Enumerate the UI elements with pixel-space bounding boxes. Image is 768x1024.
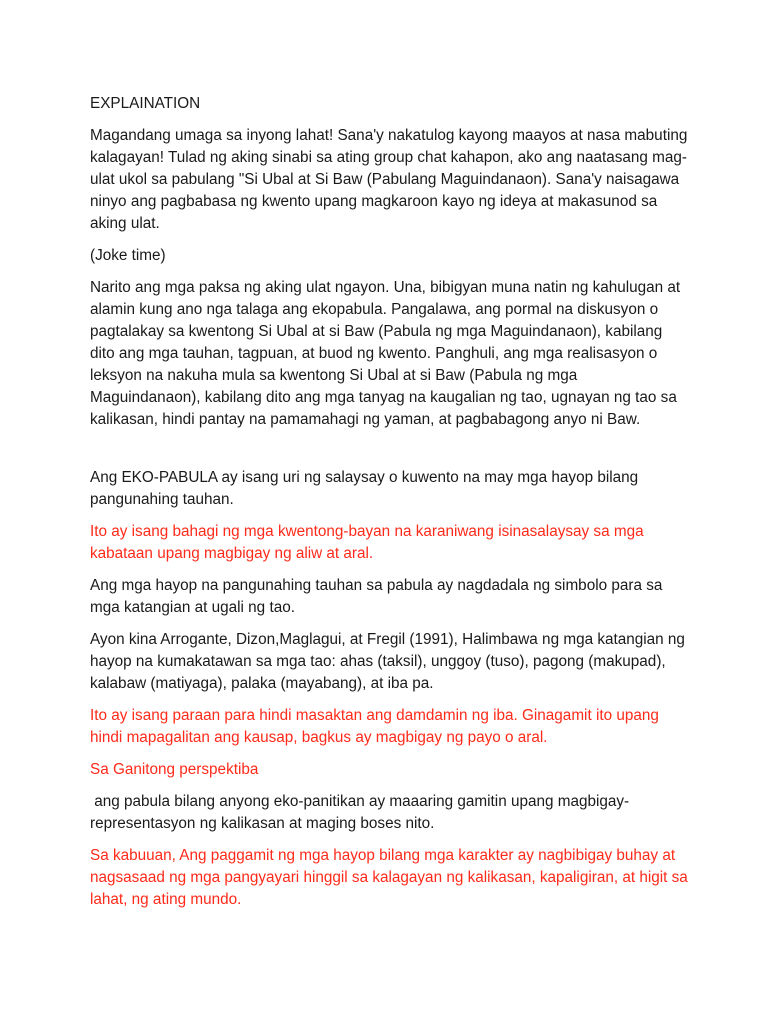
paragraph-perspektiba-heading: Sa Ganitong perspektiba (90, 761, 259, 778)
paragraph-joke-time: (Joke time) (90, 247, 166, 264)
paragraph-halimbawa: Ayon kina Arrogante, Dizon,Maglagui, at Fregil (1991), Halimbawa ng mga katangian ng hayop na kumakatawan sa mga tao: ahas (taksil), unggoy (tuso), pagong (makupad), kalabaw (matiyaga), palaka (mayabang), at iba pa. (90, 631, 685, 692)
paragraph-simbolo: Ang mga hayop na pangunahing tauhan sa pabula ay nagdadala ng simbolo para sa mga katangian at ugali ng tao. (90, 577, 663, 616)
paragraph-paraan: Ito ay isang paraan para hindi masaktan ang damdamin ng iba. Ginagamit ito upang hindi mapagalitan ang kausap, bagkus ay magbigay ng payo o aral. (90, 707, 659, 746)
document-page (90, 93, 690, 921)
paragraph-kwentong-bayan: Ito ay isang bahagi ng mga kwentong-bayan na karaniwang isinasalaysay sa mga kabataan upang magbigay ng aliw at aral. (90, 523, 644, 562)
paragraph-greeting: Magandang umaga sa inyong lahat! Sana'y nakatulog kayong maayos at nasa mabuting kalagayan! Tulad ng aking sinabi sa ating group chat kahapon, ako ang naatasang mag-ulat ukol sa pabulang "Si Ubal at Si Baw (Pabulang Maguindanaon). Sana'y naisagawa ninyo ang pagbabasa ng kwento upang magkaroon kayo ng ideya at makasunod sa aking ulat. (90, 127, 688, 232)
document-heading: EXPLAINATION (90, 95, 201, 112)
paragraph-topics: Narito ang mga paksa ng aking ulat ngayon. Una, bibigyan muna natin ng kahulugan at alamin kung ano nga talaga ang ekopabula. Pangalawa, ang pormal na diskusyon o pagtalakay sa kwentong Si Ubal at si Baw (Pabula ng mga Maguindanaon), kabilang dito ang mga tauhan, tagpuan, at buod ng kwento. Panghuli, ang mga realisasyon o leksyon na nakuha mula sa kwentong Si Ubal at si Baw (Pabula ng mga Maguindanaon), kabilang dito ang mga tanyag na kaugalian ng tao, ugnayan ng tao sa kalikasan, hindi pantay na pamamahagi ng yaman, at pagbabagong anyo ni Baw. (90, 279, 681, 428)
paragraph-eko-panitikan: ang pabula bilang anyong eko-panitikan ay maaaring gamitin upang magbigay-representasyon ng kalikasan at maging boses nito. (90, 793, 630, 832)
paragraph-eko-pabula-definition: Ang EKO-PABULA ay isang uri ng salaysay o kuwento na may mga hayop bilang pangunahing tauhan. (90, 469, 639, 508)
paragraph-kabuuan: Sa kabuuan, Ang paggamit ng mga hayop bilang mga karakter ay nagbibigay buhay at nagsasaad ng mga pangyayari hinggil sa kalagayan ng kalikasan, kapaligiran, at higit sa lahat, ng ating mundo. (90, 847, 688, 908)
